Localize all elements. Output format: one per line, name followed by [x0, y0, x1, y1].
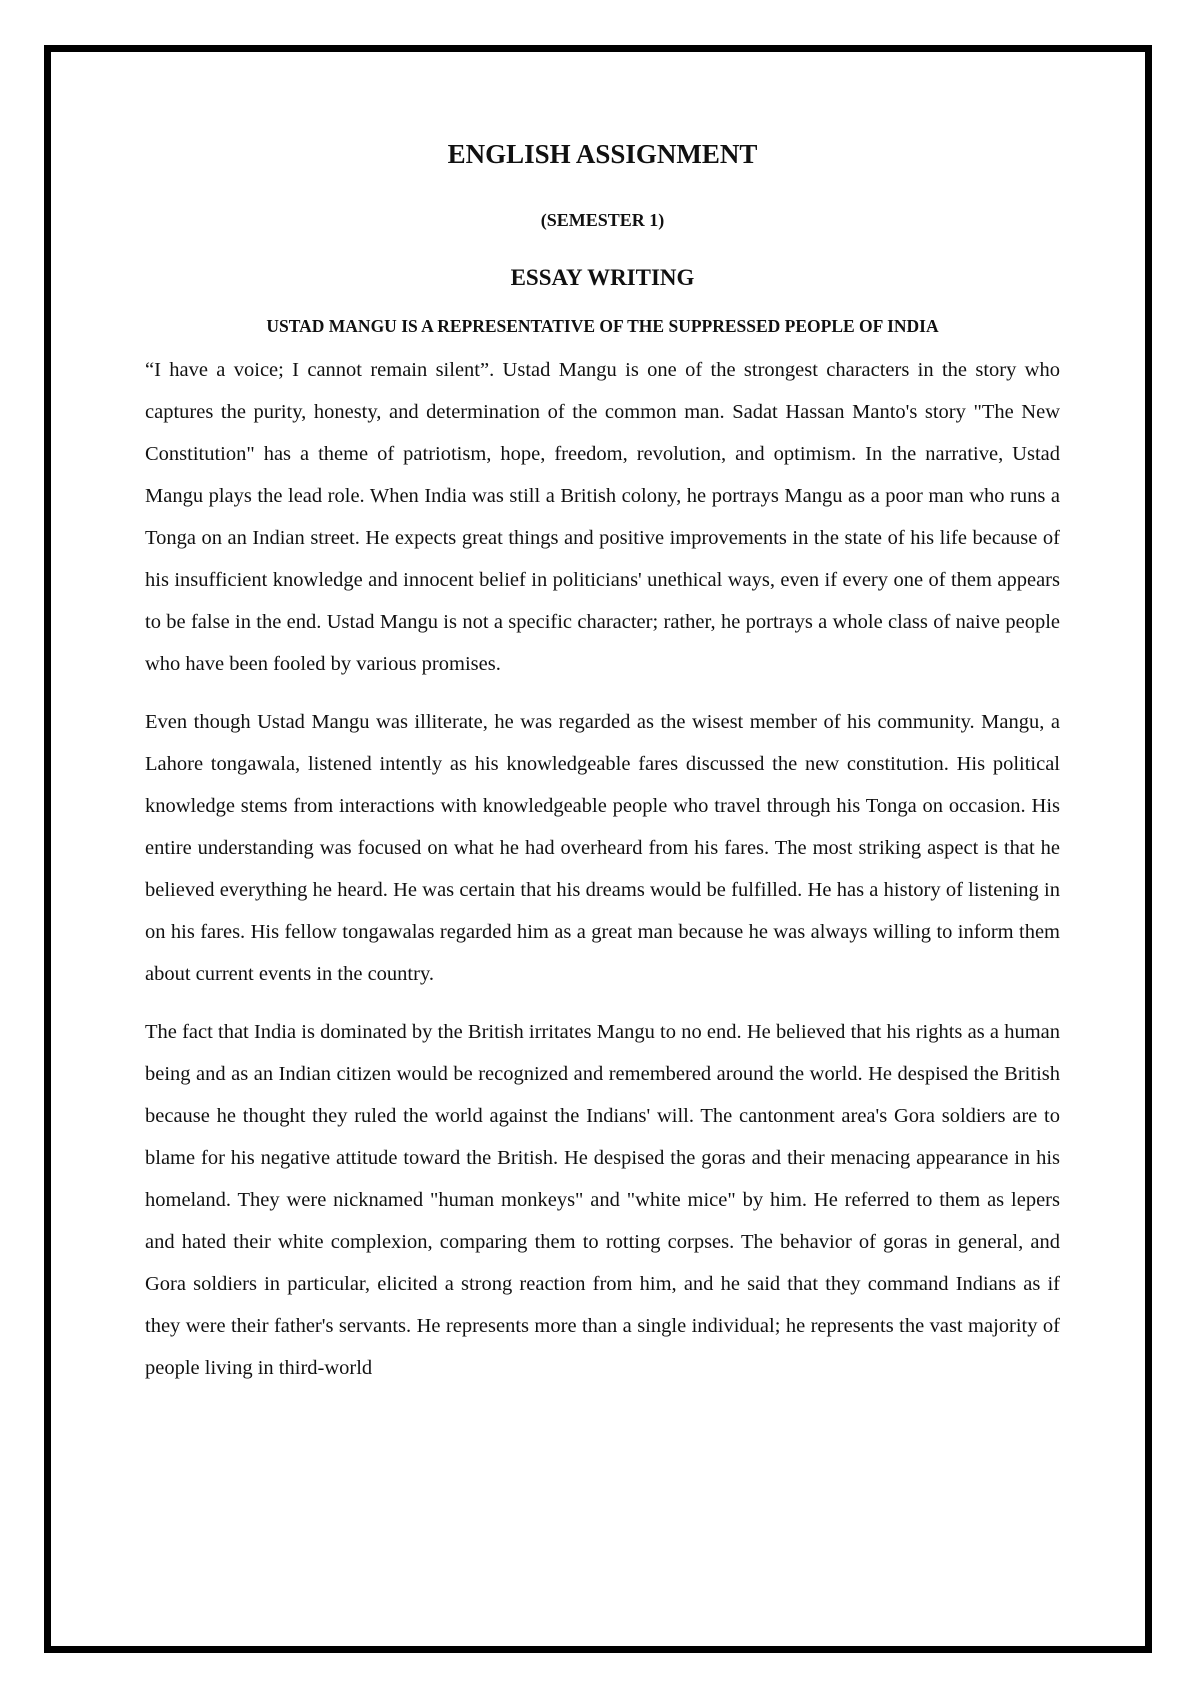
paragraph-1: “I have a voice; I cannot remain silent”. Ustad Mangu is one of the strongest characters in the story who captures the purity, honesty, and determination of the common man. Sadat Hassan Manto's story "The New Constitution" has a theme of patriotism, hope, freedom, revolution, and optimism. In the narrative, Ustad Mangu plays the lead role. When India was still a British colony, he portrays Mangu as a poor man who runs a Tonga on an Indian street. He expects great things and positive improvements in the state of his life because of his insufficient knowledge and innocent belief in politicians' unethical ways, even if every one of them appears to be false in the end. Ustad Mangu is not a specific character; rather, he portrays a whole class of naive people who have been fooled by various promises. — [145, 358, 1060, 675]
paragraph-2: Even though Ustad Mangu was illiterate, he was regarded as the wisest member of his community. Mangu, a Lahore tongawala, listened intently as his knowledgeable fares discussed the new constitution. His political knowledge stems from interactions with knowledgeable people who travel through his Tonga on occasion. His entire understanding was focused on what he had overheard from his fares. The most striking aspect is that he believed everything he heard. He was certain that his dreams would be fulfilled. He has a history of listening in on his fares. His fellow tongawalas regarded him as a great man because he was always willing to inform them about current events in the country. — [145, 710, 1060, 985]
paragraph-3: The fact that India is dominated by the British irritates Mangu to no end. He believed that his rights as a human being and as an Indian citizen would be recognized and remembered around the world. He despised the British because he thought they ruled the world against the Indians' will. The cantonment area's Gora soldiers are to blame for his negative attitude toward the British. He despised the goras and their menacing appearance in his homeland. They were nicknamed "human monkeys" and "white mice" by him. He referred to them as lepers and hated their white complexion, comparing them to rotting corpses. The behavior of goras in general, and Gora soldiers in particular, elicited a strong reaction from him, and he said that they command Indians as if they were their father's servants. He represents more than a single individual; he represents the vast majority of people living in third-world — [145, 1020, 1060, 1379]
essay-title: USTAD MANGU IS A REPRESENTATIVE OF THE SUPPRESSED PEOPLE OF INDIA — [266, 315, 939, 336]
document-title: ENGLISH ASSIGNMENT — [447, 139, 758, 169]
semester-label: (SEMESTER 1) — [540, 210, 665, 231]
section-heading: ESSAY WRITING — [510, 264, 695, 290]
document-body — [145, 138, 1060, 1389]
